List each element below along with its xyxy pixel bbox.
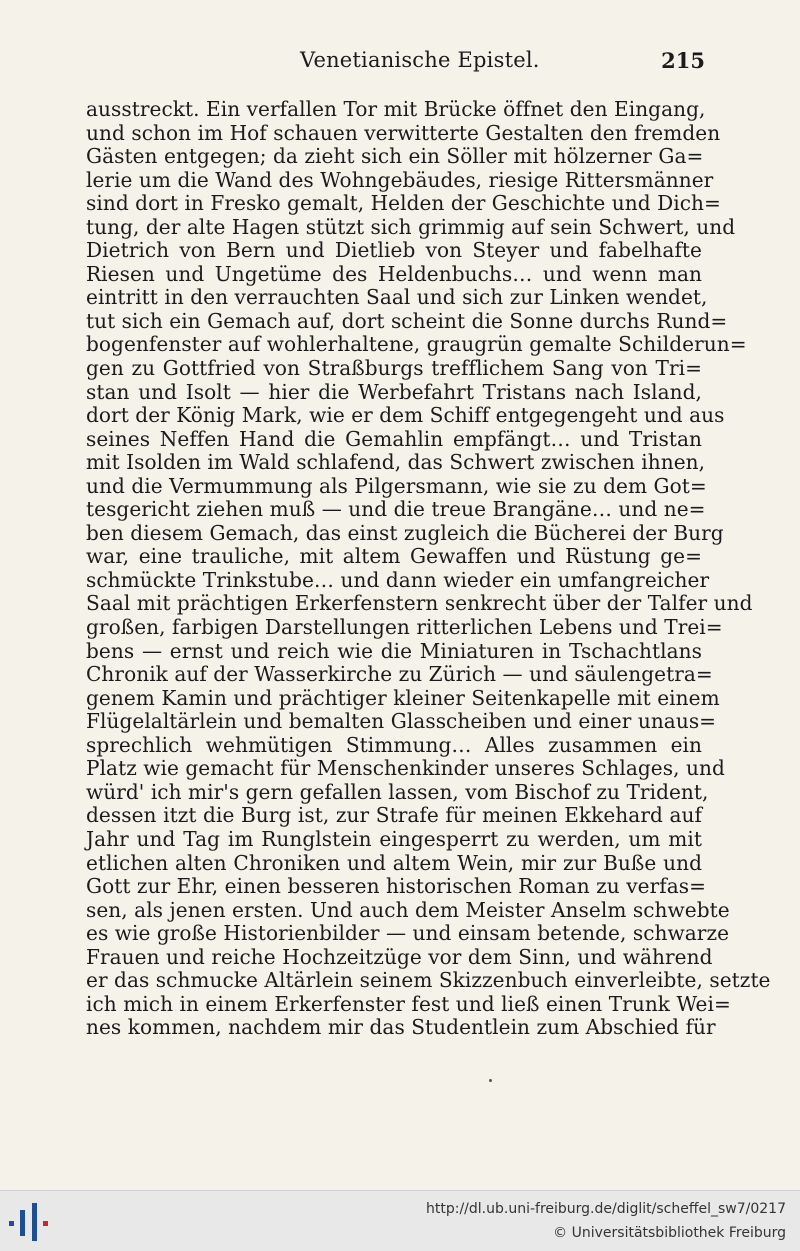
text-line: und die Vermummung als Pilgersmann, wie sie zu dem Got= [86, 473, 707, 498]
text-line: Jahr und Tag im Runglstein eingesperrt zu werden, um mit [86, 826, 702, 851]
text-line: dessen itzt die Burg ist, zur Strafe für meinen Ekkehard auf [86, 803, 702, 828]
text-line: seines Neffen Hand die Gemahlin empfängt… und Tristan [86, 426, 702, 451]
text-line: tung, der alte Hagen stützt sich grimmig auf sein Schwert, und [86, 214, 736, 239]
text-line: tesgericht ziehen muß — und die treue Brangäne… und ne= [86, 497, 706, 522]
text-line: Dietrich von Bern und Dietlieb von Steyer und fabelhafte [86, 238, 702, 263]
text-line: ben diesem Gemach, das einst zugleich die Bücherei der Burg [86, 520, 724, 545]
text-line: ausstreckt. Ein verfallen Tor mit Brücke öffnet den Eingang, [86, 97, 706, 121]
text-line: genem Kamin und prächtiger kleiner Seitenkapelle mit einem [86, 685, 720, 710]
text-line: mit Isolden im Wald schlafend, das Schwert zwischen ihnen, [86, 450, 706, 475]
text-line: und schon im Hof schauen verwitterte Gestalten den fremden [86, 120, 721, 145]
text-line: Riesen und Ungetüme des Heldenbuchs… und wenn man [86, 261, 702, 286]
text-line: sind dort in Fresko gemalt, Helden der Geschichte und Dich= [86, 191, 721, 216]
print-speck [489, 1079, 492, 1082]
text-line: bens — ernst und reich wie die Miniaturen in Tschachtlans [86, 638, 702, 663]
copyright-text: © Universitätsbibliothek Freiburg [553, 1225, 786, 1241]
text-line: dort der König Mark, wie er dem Schiff entgegengeht und aus [86, 403, 725, 428]
text-line: Gästen entgegen; da zieht sich ein Söller mit hölzerner Ga= [86, 144, 704, 169]
text-line: Chronik auf der Wasserkirche zu Zürich — und säulengetra= [86, 662, 713, 687]
text-line: Flügelaltärlein und bemalten Glasscheiben und einer unaus= [86, 709, 717, 734]
text-line: gen zu Gottfried von Straßburgs trefflichem Sang von Tri= [86, 356, 702, 381]
text-line: Platz wie gemacht für Menschenkinder unseres Schlages, und [86, 756, 725, 781]
logo-svg [8, 1200, 52, 1244]
viewer-footer [0, 1190, 800, 1251]
text-line: bogenfenster auf wohlerhaltene, graugrün gemalte Schilderun= [86, 332, 747, 357]
text-line: eintritt in den verrauchten Saal und sich zur Linken wendet, [86, 285, 708, 310]
body-text [86, 97, 771, 1040]
text-line: stan und Isolt — hier die Werbefahrt Tristans nach Island, [86, 379, 702, 404]
page-number: 215 [661, 48, 705, 73]
text-line: Saal mit prächtigen Erkerfenstern senkrecht über der Talfer und [86, 591, 753, 616]
text-line: nes kommen, nachdem mir das Studentlein zum Abschied für [86, 1015, 716, 1040]
text-line: sen, als jenen ersten. Und auch dem Meister Anselm schwebte [86, 897, 730, 922]
text-line: großen, farbigen Darstellungen ritterlichen Lebens und Trei= [86, 615, 723, 640]
text-line: Gott zur Ehr, einen besseren historischen Roman zu verfas= [86, 874, 706, 899]
text-line: schmückte Trinkstube… und dann wieder ein umfangreicher [86, 567, 710, 592]
text-line: würd' ich mir's gern gefallen lassen, vom Bischof zu Trident, [86, 779, 709, 804]
text-line: ich mich in einem Erkerfenster fest und ließ einen Trunk Wei= [86, 991, 731, 1016]
running-head [80, 46, 705, 76]
document-url-link[interactable]: http://dl.ub.uni-freiburg.de/diglit/scheffel_sw7/0217 [426, 1201, 786, 1217]
text-line: lerie um die Wand des Wohngebäudes, riesige Rittersmänner [86, 167, 714, 192]
text-line: sprechlich wehmütigen Stimmung… Alles zusammen ein [86, 732, 702, 757]
running-title: Venetianische Epistel. [300, 48, 540, 72]
text-line: etlichen alten Chroniken und altem Wein, mir zur Buße und [86, 850, 702, 875]
text-line: er das schmucke Altärlein seinem Skizzenbuch einverleibte, setzte [86, 968, 771, 993]
text-line: Frauen und reiche Hochzeitzüge vor dem Sinn, und während [86, 944, 713, 969]
ub-freiburg-logo-icon [8, 1200, 52, 1244]
text-line: tut sich ein Gemach auf, dort scheint die Sonne durchs Rund= [86, 308, 728, 333]
text-line: war, eine trauliche, mit altem Gewaffen und Rüstung ge= [86, 544, 702, 569]
text-line: es wie große Historienbilder — und einsam betende, schwarze [86, 921, 730, 946]
